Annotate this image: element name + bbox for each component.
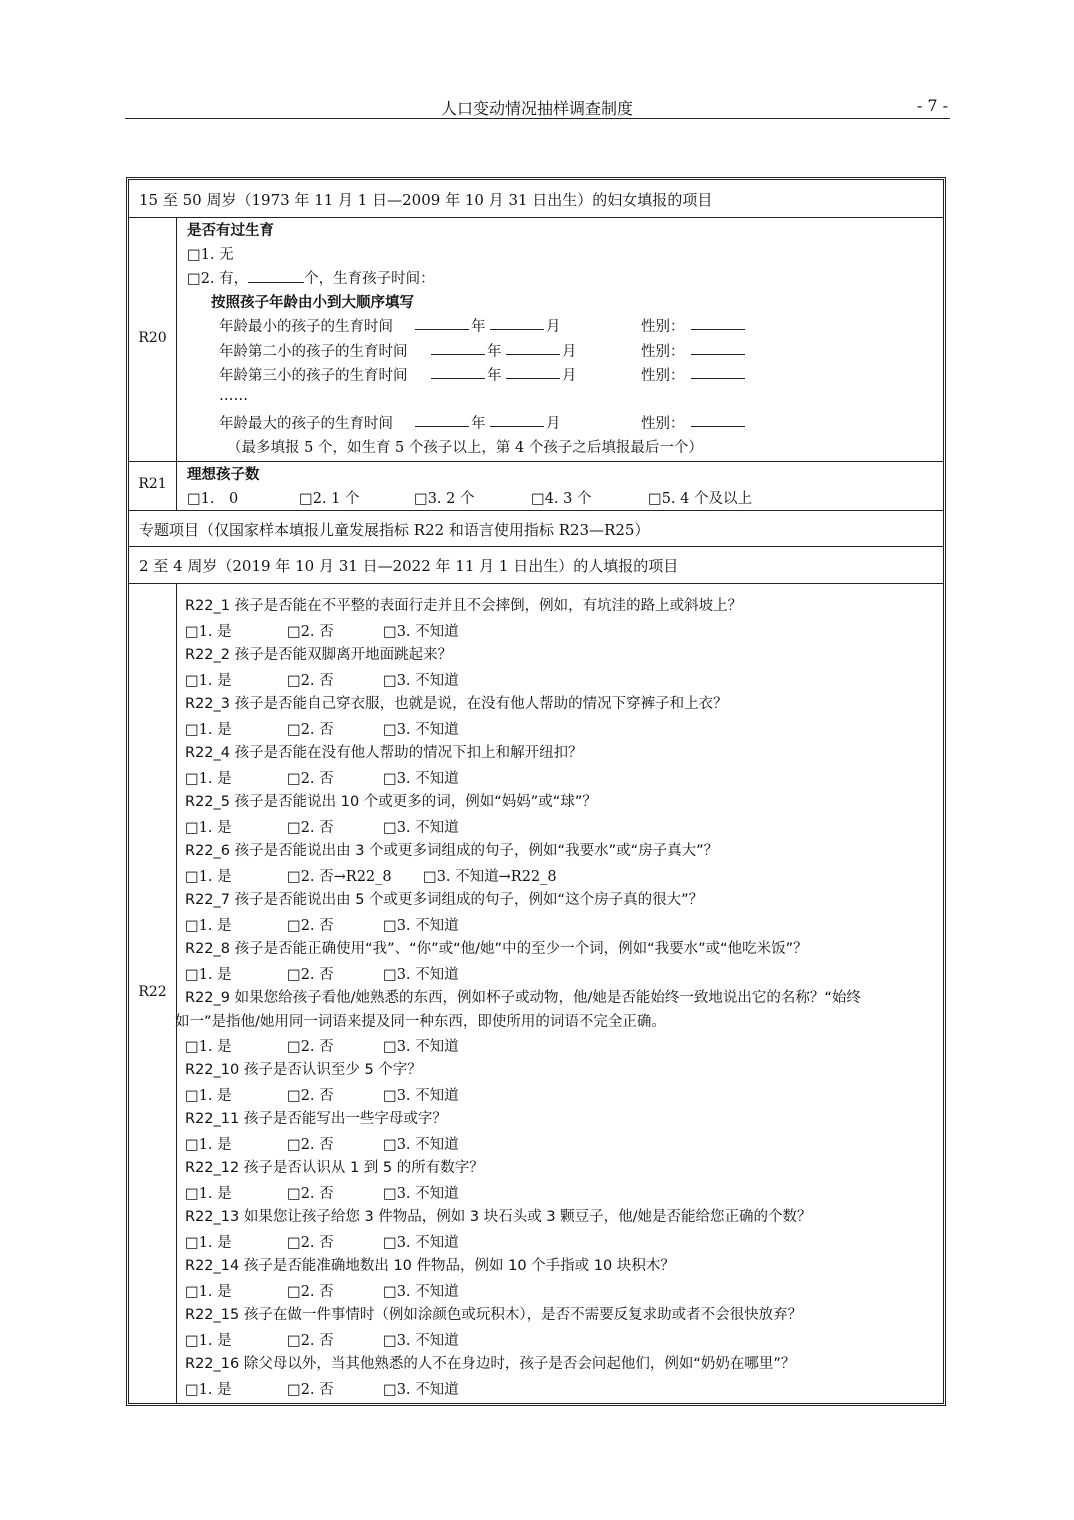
sex-blank[interactable] <box>691 317 745 330</box>
answer-option[interactable]: □2. 否 <box>287 918 334 934</box>
answer-option[interactable]: □2. 否 <box>287 624 334 640</box>
answer-option[interactable]: □2. 否 <box>287 1137 334 1153</box>
question-text-continued: 如一”是指他/她用同一词语来提及同一种东西，即使所用的词语不完全正确。 <box>175 1014 666 1030</box>
r20-option-2[interactable] <box>187 267 435 288</box>
question-text: R22_7 孩子是否能说出由 5 个或更多词组成的句子，例如“这个房子真的很大”？ <box>185 892 704 908</box>
answer-option[interactable]: □1. 是 <box>185 1284 232 1300</box>
answer-option[interactable]: □1. 是 <box>185 1137 232 1153</box>
form-table <box>126 177 946 1406</box>
sex-blank[interactable] <box>691 414 745 427</box>
question-text: R22_10 孩子是否认识至少 5 个字？ <box>185 1062 422 1078</box>
answer-option[interactable]: □3. 不知道 <box>383 771 459 787</box>
answer-option[interactable]: □3. 不知道 <box>383 722 459 738</box>
header-rule <box>125 118 950 119</box>
r21-code: R21 <box>138 476 167 492</box>
year-unit: 年 <box>487 368 502 384</box>
month-unit: 月 <box>546 319 561 335</box>
question-text: R22_1 孩子是否能在不平整的表面行走并且不会摔倒，例如，有坑洼的路上或斜坡上？ <box>185 598 743 614</box>
answer-option[interactable]: □3. 不知道 <box>383 1186 459 1202</box>
answer-option[interactable]: □1. 是 <box>185 967 232 983</box>
answer-option[interactable]: □1. 是 <box>185 1333 232 1349</box>
answer-option[interactable]: □2. 否 <box>287 722 334 738</box>
answer-option[interactable]: □1. 是 <box>185 722 232 738</box>
r20-option-2-suffix: 个，生育孩子时间： <box>304 271 435 287</box>
answer-option[interactable]: □3. 不知道 <box>383 1284 459 1300</box>
month-blank[interactable] <box>490 414 544 427</box>
table-rule <box>129 583 943 584</box>
answer-option[interactable]: □3. 不知道 <box>383 918 459 934</box>
answer-option[interactable]: □3. 不知道 <box>383 1382 459 1398</box>
sex-label: 性别： <box>641 344 685 360</box>
r20-limit-note: （最多填报 5 个，如生育 5 个孩子以上，第 4 个孩子之后填报最后一个） <box>227 440 703 456</box>
answer-option[interactable]: □2. 否 <box>287 820 334 836</box>
answer-option[interactable]: □3. 不知道→R22_8 <box>423 869 557 885</box>
birth-row-label: 年龄最小的孩子的生育时间 <box>219 319 393 335</box>
sex-blank[interactable] <box>691 366 745 379</box>
answer-option[interactable]: □1. 是 <box>185 1382 232 1398</box>
r21-option[interactable]: □5. 4 个及以上 <box>648 491 752 507</box>
month-blank[interactable] <box>506 366 560 379</box>
question-text: R22_2 孩子是否能双脚离开地面跳起来？ <box>185 647 453 663</box>
table-column-rule <box>176 217 177 510</box>
question-text: R22_4 孩子是否能在没有他人帮助的情况下扣上和解开纽扣？ <box>185 745 583 761</box>
section-women-header: 15 至 50 周岁（1973 年 11 月 1 日—2009 年 10 月 31 日出生）的妇女填报的项目 <box>139 191 713 209</box>
r21-option[interactable]: □3. 2 个 <box>414 491 475 507</box>
page-number: - 7 - <box>916 96 948 115</box>
answer-option[interactable]: □2. 否 <box>287 1333 334 1349</box>
year-unit: 年 <box>471 416 486 432</box>
answer-option[interactable]: □3. 不知道 <box>383 1088 459 1104</box>
answer-option[interactable]: □3. 不知道 <box>383 967 459 983</box>
answer-option[interactable]: □1. 是 <box>185 1235 232 1251</box>
year-unit: 年 <box>471 319 486 335</box>
question-text: R22_9 如果您给孩子看他/她熟悉的东西，例如杯子或动物，他/她是否能始终一致地说出它的名称？“始终 <box>185 990 861 1006</box>
r20-option-1-label: □1. 无 <box>187 247 234 263</box>
answer-option[interactable]: □3. 不知道 <box>383 1137 459 1153</box>
answer-option[interactable]: □1. 是 <box>185 1039 232 1055</box>
sex-blank[interactable] <box>691 342 745 355</box>
answer-option[interactable]: □3. 不知道 <box>383 1039 459 1055</box>
r21-title: 理想孩子数 <box>187 467 260 483</box>
month-unit: 月 <box>562 368 577 384</box>
question-text: R22_13 如果您让孩子给您 3 件物品，例如 3 块石头或 3 颗豆子，他/她是否能给您正确的个数？ <box>185 1209 812 1225</box>
child-count-blank[interactable] <box>248 270 304 283</box>
sex-label: 性别： <box>641 319 685 335</box>
answer-option[interactable]: □3. 不知道 <box>383 624 459 640</box>
answer-option[interactable]: □2. 否 <box>287 967 334 983</box>
year-blank[interactable] <box>415 414 469 427</box>
answer-option[interactable]: □1. 是 <box>185 869 232 885</box>
answer-option[interactable]: □2. 否 <box>287 1284 334 1300</box>
table-rule <box>129 510 943 511</box>
month-blank[interactable] <box>490 317 544 330</box>
answer-option[interactable]: □3. 不知道 <box>383 820 459 836</box>
answer-option[interactable]: □2. 否 <box>287 1382 334 1398</box>
answer-option[interactable]: □1. 是 <box>185 1186 232 1202</box>
sex-label: 性别： <box>641 416 685 432</box>
table-rule <box>129 217 943 218</box>
r20-option-2-label: □2. 有， <box>187 271 249 287</box>
month-unit: 月 <box>546 416 561 432</box>
answer-option[interactable]: □2. 否 <box>287 1088 334 1104</box>
r21-option[interactable]: □2. 1 个 <box>299 491 360 507</box>
answer-option[interactable]: □1. 是 <box>185 624 232 640</box>
question-text: R22_6 孩子是否能说出由 3 个或更多词组成的句子，例如“我要水”或“房子真大”？ <box>185 843 719 859</box>
page-header-title: 人口变动情况抽样调查制度 <box>440 99 633 118</box>
answer-option[interactable]: □2. 否 <box>287 1039 334 1055</box>
answer-option[interactable]: □1. 是 <box>185 820 232 836</box>
birth-row-label: 年龄第二小的孩子的生育时间 <box>219 344 408 360</box>
r20-ellipsis: …… <box>219 388 248 404</box>
answer-option[interactable]: □2. 否 <box>287 1235 334 1251</box>
question-text: R22_12 孩子是否认识从 1 到 5 的所有数字？ <box>185 1160 484 1176</box>
question-text: R22_3 孩子是否能自己穿衣服，也就是说，在没有他人帮助的情况下穿裤子和上衣？ <box>185 696 728 712</box>
sex-label: 性别： <box>641 368 685 384</box>
table-rule <box>129 546 943 547</box>
birth-row-label: 年龄最大的孩子的生育时间 <box>219 416 393 432</box>
section-children-header: 2 至 4 周岁（2019 年 10 月 31 日—2022 年 11 月 1 日出生）的人填报的项目 <box>139 557 679 575</box>
answer-option[interactable]: □3. 不知道 <box>383 673 459 689</box>
question-text: R22_15 孩子在做一件事情时（例如涂颜色或玩积木），是否不需要反复求助或者不会很快放弃？ <box>185 1307 803 1323</box>
answer-option[interactable]: □1. 是 <box>185 771 232 787</box>
year-unit: 年 <box>487 344 502 360</box>
month-unit: 月 <box>562 344 577 360</box>
section-special-header: 专题项目（仅国家样本填报儿童发展指标 R22 和语言使用指标 R23—R25） <box>139 521 650 539</box>
month-blank[interactable] <box>506 342 560 355</box>
answer-option[interactable]: □3. 不知道 <box>383 1235 459 1251</box>
answer-option[interactable]: □1. 是 <box>185 1088 232 1104</box>
answer-option[interactable]: □2. 否 <box>287 771 334 787</box>
r20-option-1[interactable] <box>187 243 234 264</box>
year-blank[interactable] <box>431 366 485 379</box>
table-rule <box>129 461 943 462</box>
answer-option[interactable]: □2. 否→R22_8 <box>287 869 392 885</box>
r20-title: 是否有过生育 <box>187 223 274 239</box>
year-blank[interactable] <box>431 342 485 355</box>
year-blank[interactable] <box>415 317 469 330</box>
r22-code: R22 <box>138 984 167 1000</box>
answer-option[interactable]: □1. 是 <box>185 918 232 934</box>
question-text: R22_14 孩子是否能准确地数出 10 件物品，例如 10 个手指或 10 块积木？ <box>185 1258 675 1274</box>
r20-order-note: 按照孩子年龄由小到大顺序填写 <box>211 295 414 311</box>
question-text: R22_11 孩子是否能写出一些字母或字？ <box>185 1111 447 1127</box>
question-text: R22_5 孩子是否能说出 10 个或更多的词，例如“妈妈”或“球”？ <box>185 794 597 810</box>
question-text: R22_16 除父母以外，当其他熟悉的人不在身边时，孩子是否会问起他们，例如“奶奶在哪里”？ <box>185 1356 796 1372</box>
question-text: R22_8 孩子是否能正确使用“我”、“你”或“他/她”中的至少一个词，例如“我要水”或“他吃米饭”？ <box>185 941 808 957</box>
answer-option[interactable]: □2. 否 <box>287 673 334 689</box>
r21-option[interactable]: □1. 0 <box>187 491 239 507</box>
answer-option[interactable]: □3. 不知道 <box>383 1333 459 1349</box>
r20-code: R20 <box>138 330 167 346</box>
answer-option[interactable]: □1. 是 <box>185 673 232 689</box>
table-column-rule <box>176 583 177 1403</box>
birth-row-label: 年龄第三小的孩子的生育时间 <box>219 368 408 384</box>
answer-option[interactable]: □2. 否 <box>287 1186 334 1202</box>
r21-option[interactable]: □4. 3 个 <box>531 491 592 507</box>
